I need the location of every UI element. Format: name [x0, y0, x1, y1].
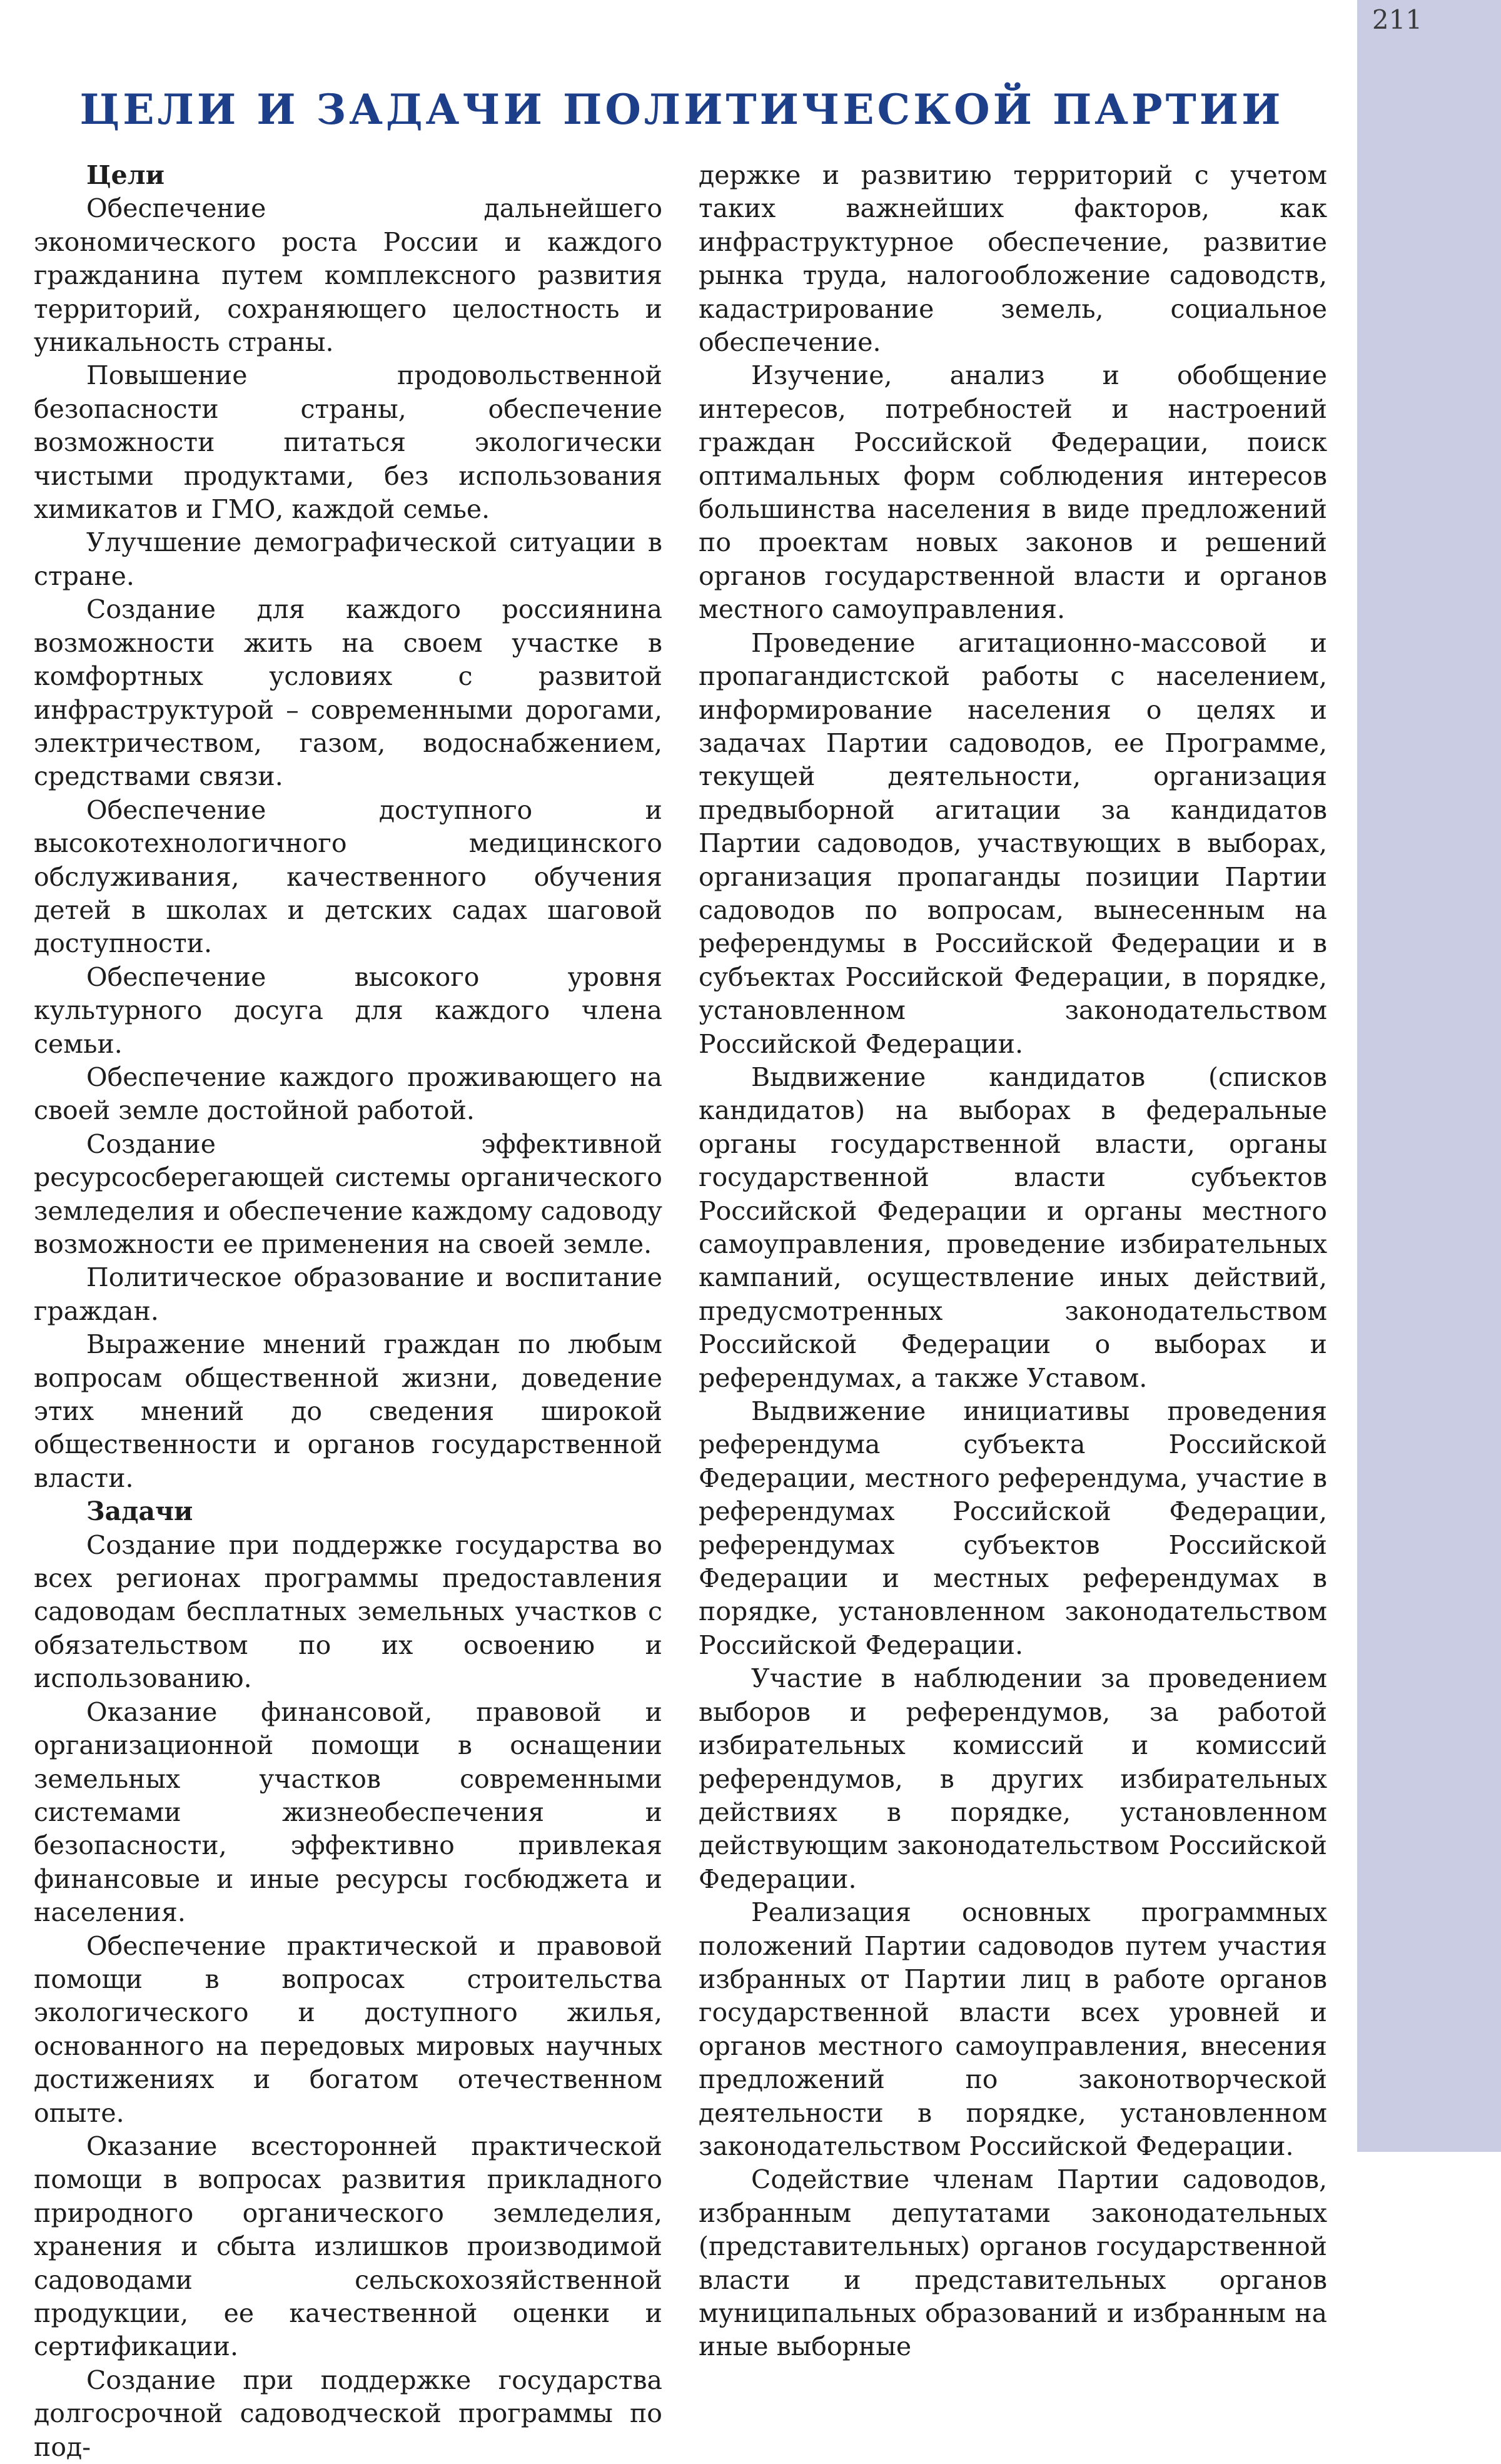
goal-paragraph: Выражение мнений граждан по любым вопросам общественной жизни, доведение этих мнений до сведения широкой общественности и органов государственной власти. [34, 1329, 662, 1493]
task-paragraph: Создание при поддержке государства долгосрочной садоводческой программы по под- [34, 2365, 662, 2462]
goal-paragraph: Обеспечение каждого проживающего на своей земле достойной работой. [34, 1062, 662, 1126]
task-paragraph: Создание при поддержке государства во всех регионах программы предоставления садоводам бесплатных земельных участков с обязательством по их освоению и использованию. [34, 1529, 662, 1694]
goal-paragraph: Создание эффективной ресурсосберегающей системы органического земледелия и обеспечение каждому садоводу возможности ее применения на своей земле. [34, 1128, 662, 1259]
tasks-heading: Задачи [86, 1496, 193, 1527]
goal-paragraph: Улучшение демографической ситуации в стране. [34, 527, 662, 591]
goal-paragraph: Повышение продовольственной безопасности страны, обеспечение возможности питаться экологически чистыми продуктами, без использования химикатов и ГМО, каждой семье. [34, 360, 662, 525]
page-title: ЦЕЛИ И ЗАДАЧИ ПОЛИТИЧЕСКОЙ ПАРТИИ [79, 85, 1284, 134]
task-paragraph: Оказание всесторонней практической помощи в вопросах развития прикладного природного органического земледелия, хранения и сбыта излишков производимой садоводами сельскохозяйственной продукции, ее качественной оценки и сертификации. [34, 2131, 662, 2362]
goal-paragraph: Политическое образование и воспитание граждан. [34, 1262, 662, 1326]
task-paragraph: Изучение, анализ и обобщение интересов, потребностей и настроений граждан Российской Федерации, поиск оптимальных форм соблюдения интересов большинства населения в виде предложений по проектам новых законов и решений органов государственной власти и органов местного самоуправления. [699, 360, 1327, 625]
task-paragraph: Содействие членам Партии садоводов, избранным депутатами законодательных (представительных) органов государственной власти и представительных органов муниципальных образований и избранным на иные выборные [699, 2164, 1327, 2362]
task-paragraph: Реализация основных программных положений Партии садоводов путем участия избранных от Партии лиц в работе органов государственной власти всех уровней и органов местного самоуправления, внесения предложений по законотворческой деятельности в порядке, установленном законодательством Российской Федерации. [699, 1897, 1327, 2161]
task-paragraph: Участие в наблюдении за проведением выборов и референдумов, за работой избирательных комиссий и комиссий референдумов, в других избирательных действиях в порядке, установленном действующим законодательством Российской Федерации. [699, 1663, 1327, 1894]
goal-paragraph: Обеспечение дальнейшего экономического роста России и каждого гражданина путем комплексного развития территорий, сохраняющего целостность и уникальность страны. [34, 193, 662, 358]
task-paragraph: Обеспечение практической и правовой помощи в вопросах строительства экологического и доступного жилья, основанного на передовых мировых научных достижениях и богатом отечественном опыте. [34, 1930, 662, 2128]
goals-heading: Цели [86, 160, 165, 190]
right-column [699, 159, 1327, 2364]
goal-paragraph: Обеспечение высокого уровня культурного досуга для каждого члена семьи. [34, 961, 662, 1059]
task-paragraph: Оказание финансовой, правовой и организационной помощи в оснащении земельных участков современными системами жизнеобеспечения и безопасности, эффективно привлекая финансовые и иные ресурсы госбюджета и населения. [34, 1696, 662, 1928]
continued-paragraph: держке и развитию территорий с учетом таких важнейших факторов, как инфраструктурное обеспечение, развитие рынка труда, налогообложение садоводств, кадастрирование земель, социальное обеспечение. [699, 160, 1327, 358]
goal-paragraph: Обеспечение доступного и высокотехнологичного медицинского обслуживания, качественного обучения детей в школах и детских садах шаговой доступности. [34, 794, 662, 959]
task-paragraph: Выдвижение кандидатов (списков кандидатов) на выборах в федеральные органы государственной власти, органы государственной власти субъектов Российской Федерации и органы местного самоуправления, проведение избирательных кампаний, осуществление иных действий, предусмотренных законодательством Российской Федерации о выборах и референдумах, а также Уставом. [699, 1062, 1327, 1393]
page-number: 211 [1372, 4, 1423, 35]
left-column [34, 159, 662, 2464]
side-margin-band [1357, 0, 1501, 2152]
task-paragraph: Проведение агитационно-массовой и пропагандистской работы с населением, информирование населения о целях и задачах Партии садоводов, ее Программе, текущей деятельности, организация предвыборной агитации за кандидатов Партии садоводов, участвующих в выборах, организация пропаганды позиции Партии садоводов по вопросам, вынесенным на референдумы в Российской Федерации и в субъектах Российской Федерации, в порядке, установленном законодательством Российской Федерации. [699, 627, 1327, 1059]
goal-paragraph: Создание для каждого россиянина возможности жить на своем участке в комфортных условиях с развитой инфраструктурой – современными дорогами, электричеством, газом, водоснабжением, средствами связи. [34, 594, 662, 792]
task-paragraph: Выдвижение инициативы проведения референдума субъекта Российской Федерации, местного референдума, участие в референдумах Российской Федерации, референдумах субъектов Российской Федерации и местных референдумах в порядке, установленном законодательством Российской Федерации. [699, 1396, 1327, 1660]
